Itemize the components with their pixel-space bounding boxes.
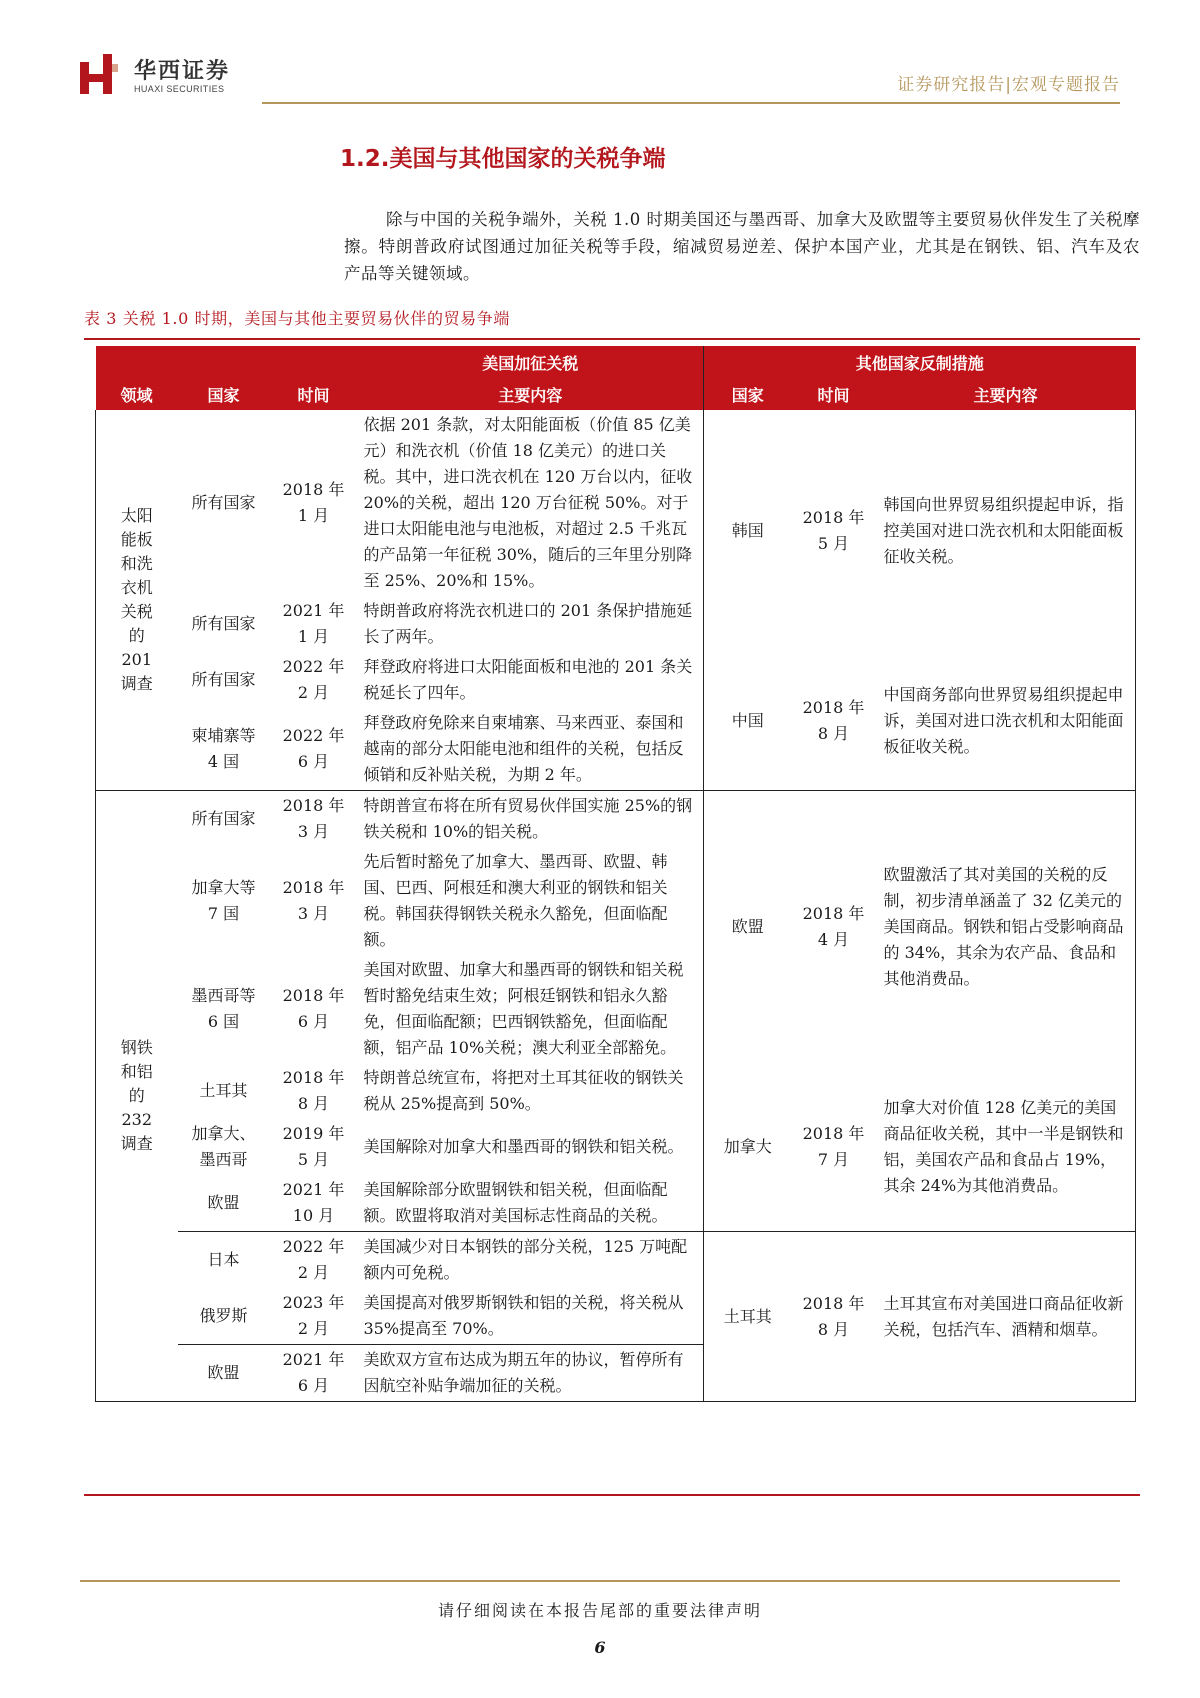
- intro-paragraph: 除与中国的关税争端外，关税 1.0 时期美国还与墨西哥、加拿大及欧盟等主要贸易伙伴发生了关税摩擦。特朗普政府试图通过加征关税等手段，缩减贸易逆差、保护本国产业，尤其是在钢铁、铝、汽车及农产品等关键领域。: [344, 210, 1140, 283]
- table-column-header-row: [96, 378, 1136, 410]
- time-cell: [270, 652, 358, 708]
- time-text: 2022 年 2 月: [282, 1237, 345, 1282]
- col-header-r-content: 主要内容: [876, 378, 1136, 410]
- logo-english-name: HUAXI SECURITIES: [134, 84, 225, 94]
- content-cell: 美国解除部分欧盟钢铁和铝关税，但面临配额。欧盟将取消对美国标志性商品的关税。: [358, 1175, 704, 1232]
- country-cell: 所有国家: [191, 614, 256, 633]
- r-country-cell: 欧盟: [731, 917, 764, 936]
- table-row: [96, 410, 1136, 596]
- us-tariff-group-header: 美国加征关税: [358, 346, 704, 378]
- time-text: 2023 年 2 月: [282, 1293, 345, 1338]
- field-label: 太阳能板和洗衣机关税的201调查: [120, 506, 153, 693]
- country-cell: 所有国家: [191, 670, 256, 689]
- country-cell: 欧盟: [178, 1345, 270, 1402]
- content-cell: 美国减少对日本钢铁的部分关税，125 万吨配额内可免税。: [358, 1232, 704, 1289]
- content-cell: 先后暂时豁免了加拿大、墨西哥、欧盟、韩国、巴西、阿根廷和澳大利亚的钢铁和铝关税。韩国获得钢铁关税永久豁免，但面临配额。: [358, 847, 704, 955]
- logo-chinese-name: 华西证券: [134, 59, 231, 84]
- content-cell: 特朗普宣布将在所有贸易伙伴国实施 25%的钢铁关税和 10%的铝关税。: [358, 791, 704, 848]
- content-cell: 美国解除对加拿大和墨西哥的钢铁和铝关税。: [358, 1119, 704, 1175]
- col-header-time: 时间: [270, 378, 358, 410]
- time-text: 2021 年 1 月: [282, 601, 345, 646]
- col-header-r-country: 国家: [704, 378, 792, 410]
- r-time-text: 2018 年 5 月: [802, 508, 865, 553]
- time-cell: [270, 1063, 358, 1119]
- content-cell: 依据 201 条款，对太阳能面板（价值 85 亿美元）和洗衣机（价值 18 亿美元）的进口关税。其中，进口洗衣机在 120 万台以内，征收 20%的关税，超出 120 万台征税 50%。对于进口太阳能电池与电池板，对超过 2.5 千兆瓦的产品第一年征税 30%，随后的三年里分别降至 25%、20%和 15%。: [358, 410, 704, 596]
- country-cell: 日本: [178, 1232, 270, 1289]
- country-cell: 欧盟: [207, 1193, 240, 1212]
- time-text: 2022 年 2 月: [282, 657, 345, 702]
- time-cell: [270, 1119, 358, 1175]
- countermeasure-group-header: 其他国家反制措施: [704, 346, 1136, 378]
- header-divider: [262, 102, 1120, 104]
- caption-divider: [84, 338, 1140, 340]
- r-country-cell: 韩国: [731, 521, 764, 540]
- field-cell-232: [96, 791, 178, 1402]
- time-cell: [270, 847, 358, 955]
- content-cell: 拜登政府免除来自柬埔寨、马来西亚、泰国和越南的部分太阳能电池和组件的关税，包括反倾销和反补贴关税，为期 2 年。: [358, 708, 704, 791]
- time-cell: [270, 596, 358, 652]
- country-cell: 俄罗斯: [199, 1306, 248, 1325]
- time-cell: [270, 1232, 358, 1289]
- r-time-cell: [792, 1232, 876, 1402]
- tariff-dispute-table: [95, 346, 1136, 1402]
- country-text: 加拿大等 7 国: [191, 878, 256, 923]
- table-caption: 表 3 关税 1.0 时期，美国与其他主要贸易伙伴的贸易争端: [84, 309, 510, 328]
- r-time-text: 2018 年 4 月: [802, 904, 865, 949]
- country-cell: 土耳其: [199, 1081, 248, 1100]
- col-header-r-time: 时间: [792, 378, 876, 410]
- field-cell-201: [96, 410, 178, 791]
- r-time-cell: [792, 1063, 876, 1232]
- r-time-cell: [792, 410, 876, 652]
- content-cell: 美欧双方宣布达成为期五年的协议，暂停所有因航空补贴争端加征的关税。: [358, 1345, 704, 1402]
- r-country-cell: 中国: [704, 652, 792, 791]
- content-cell: 拜登政府将进口太阳能面板和电池的 201 条关税延长了四年。: [358, 652, 704, 708]
- field-label: 钢铁和铝的232调查: [120, 1038, 153, 1153]
- country-text: 墨西哥等 6 国: [191, 986, 256, 1031]
- time-cell: [270, 1175, 358, 1232]
- time-text: 2021 年 10 月: [282, 1180, 345, 1225]
- time-text: 2018 年 3 月: [282, 796, 345, 841]
- country-cell: 所有国家: [191, 493, 256, 512]
- r-content-cell: 加拿大对价值 128 亿美元的美国商品征收关税，其中一半是钢铁和铝，美国农产品和食品占 19%，其余 24%为其他消费品。: [876, 1063, 1136, 1232]
- r-time-text: 2018 年 8 月: [802, 1293, 865, 1339]
- country-cell: [178, 1119, 270, 1175]
- country-cell: 所有国家: [191, 809, 256, 828]
- col-header-content: 主要内容: [358, 378, 704, 410]
- table-group-header-row: [96, 346, 1136, 378]
- country-cell: [178, 708, 270, 791]
- time-text: 2018 年 3 月: [282, 878, 345, 923]
- huaxi-logo-icon: [80, 54, 120, 94]
- time-text: 2022 年 6 月: [282, 726, 345, 771]
- r-content-cell: 韩国向世界贸易组织提起申诉，指控美国对进口洗衣机和太阳能面板征收关税。: [876, 410, 1136, 652]
- page-number: 6: [594, 1638, 606, 1657]
- r-content-cell: 中国商务部向世界贸易组织提起申诉，美国对进口洗衣机和太阳能面板征收关税。: [876, 652, 1136, 791]
- time-text: 2019 年 5 月: [282, 1124, 345, 1169]
- r-time-text: 2018 年 8 月: [802, 698, 865, 743]
- table-row: [96, 1063, 1136, 1119]
- legal-notice: 请仔细阅读在本报告尾部的重要法律声明: [437, 1601, 762, 1620]
- footer-divider: [80, 1580, 1120, 1582]
- r-content-cell: 土耳其宣布对美国进口商品征收新关税，包括汽车、酒精和烟草。: [876, 1232, 1136, 1402]
- page-header: [80, 48, 1120, 104]
- time-cell: [270, 708, 358, 791]
- table-row: [96, 1232, 1136, 1289]
- time-cell: [270, 410, 358, 596]
- table-row: [96, 652, 1136, 708]
- content-cell: 美国提高对俄罗斯钢铁和铝的关税，将关税从 35%提高至 70%。: [358, 1288, 704, 1345]
- time-text: 2021 年 6 月: [282, 1350, 345, 1395]
- country-cell: [178, 955, 270, 1063]
- r-country-cell: 加拿大: [723, 1137, 772, 1156]
- country-cell: [178, 847, 270, 955]
- time-text: 2018 年 8 月: [282, 1068, 345, 1113]
- r-content-cell: 欧盟激活了其对美国的关税的反制，初步清单涵盖了 32 亿美元的美国商品。钢铁和铝占受影响商品的 34%，其余为农产品、食品和其他消费品。: [876, 791, 1136, 1064]
- country-text: 柬埔寨等 4 国: [191, 726, 256, 771]
- content-cell: 美国对欧盟、加拿大和墨西哥的钢铁和铝关税暂时豁免结束生效；阿根廷钢铁和铝永久豁免，但面临配额；巴西钢铁豁免，但面临配额，铝产品 10%关税；澳大利亚全部豁免。: [358, 955, 704, 1063]
- time-text: 2018 年 1 月: [282, 480, 345, 525]
- content-cell: 特朗普总统宣布，将把对土耳其征收的钢铁关税从 25%提高到 50%。: [358, 1063, 704, 1119]
- table-row: [96, 791, 1136, 848]
- report-type-label: 证券研究报告|宏观专题报告: [897, 75, 1120, 95]
- time-cell: [270, 955, 358, 1063]
- r-time-text: 2018 年 7 月: [802, 1124, 865, 1169]
- country-text: 加拿大、墨西哥: [191, 1124, 256, 1169]
- time-cell: [270, 1345, 358, 1402]
- time-cell: [270, 1288, 358, 1345]
- col-header-country: 国家: [178, 378, 270, 410]
- table-bottom-divider: [84, 1494, 1140, 1496]
- r-country-cell: 土耳其: [704, 1232, 792, 1402]
- section-title: 1.2.美国与其他国家的关税争端: [340, 146, 666, 172]
- time-cell: [270, 791, 358, 848]
- content-cell: 特朗普政府将洗衣机进口的 201 条保护措施延长了两年。: [358, 596, 704, 652]
- r-time-cell: [792, 791, 876, 1064]
- time-text: 2018 年 6 月: [282, 986, 345, 1031]
- col-header-field: 领域: [96, 378, 178, 410]
- r-time-cell: [792, 652, 876, 791]
